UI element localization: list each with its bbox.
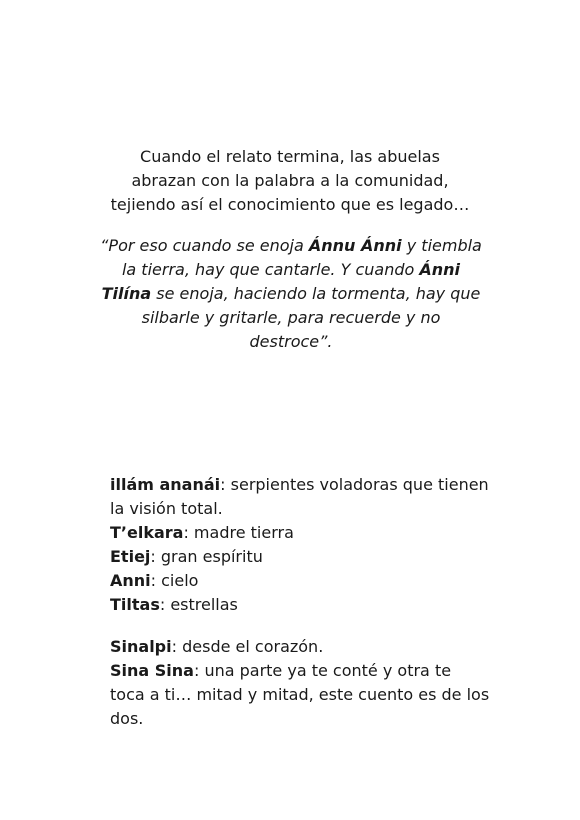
glossary-entry: [110, 659, 490, 731]
glossary-section-1: [110, 473, 490, 617]
glossary-entry: [110, 569, 490, 593]
intro-paragraph: [80, 145, 500, 217]
glossary-section-2: [110, 635, 490, 731]
glossary-definition: : cielo: [150, 571, 199, 590]
glossary-entry: [110, 521, 490, 545]
quote-segment: “Por eso cuando se enoja: [100, 236, 309, 255]
intro-line: abrazan con la palabra a la comunidad,: [131, 171, 449, 190]
intro-line: Cuando el relato termina, las abuelas: [140, 147, 440, 166]
glossary-term: Sinalpi: [110, 637, 172, 656]
glossary-definition: : desde el corazón.: [171, 637, 324, 656]
glossary-definition: : estrellas: [159, 595, 238, 614]
quote-emphasis: Ánni Tilína: [101, 260, 461, 303]
glossary-term: T’elkara: [110, 523, 184, 542]
glossary-definition: : serpientes voladoras que tienen la visión total.: [110, 475, 489, 518]
glossary-term: Sina Sina: [110, 661, 194, 680]
glossary-term: Etiej: [110, 547, 151, 566]
glossary-entry: [110, 593, 490, 617]
glossary-entry: [110, 635, 490, 659]
glossary-term: Tiltas: [110, 595, 160, 614]
quote-paragraph: [100, 234, 482, 354]
glossary-entry: [110, 473, 490, 521]
glossary-definition: : gran espíritu: [150, 547, 263, 566]
glossary-term: illám ananái: [110, 475, 221, 494]
quote-text: [100, 234, 482, 354]
glossary-term: Anni: [110, 571, 151, 590]
glossary-definition: : una parte ya te conté y otra te toca a ti… mitad y mitad, este cuento es de los dos.: [110, 661, 490, 728]
quote-segment: y tiembla la tierra, hay que cantarle. Y cuando: [121, 236, 482, 279]
quote-emphasis: Ánnu Ánni: [308, 236, 402, 255]
quote-segment: se enoja, haciendo la tormenta, hay que silbarle y gritarle, para recuerde y no destroce”.: [141, 284, 481, 351]
intro-line: tejiendo así el conocimiento que es legado…: [110, 195, 470, 214]
glossary-entry: [110, 545, 490, 569]
glossary-definition: : madre tierra: [183, 523, 294, 542]
